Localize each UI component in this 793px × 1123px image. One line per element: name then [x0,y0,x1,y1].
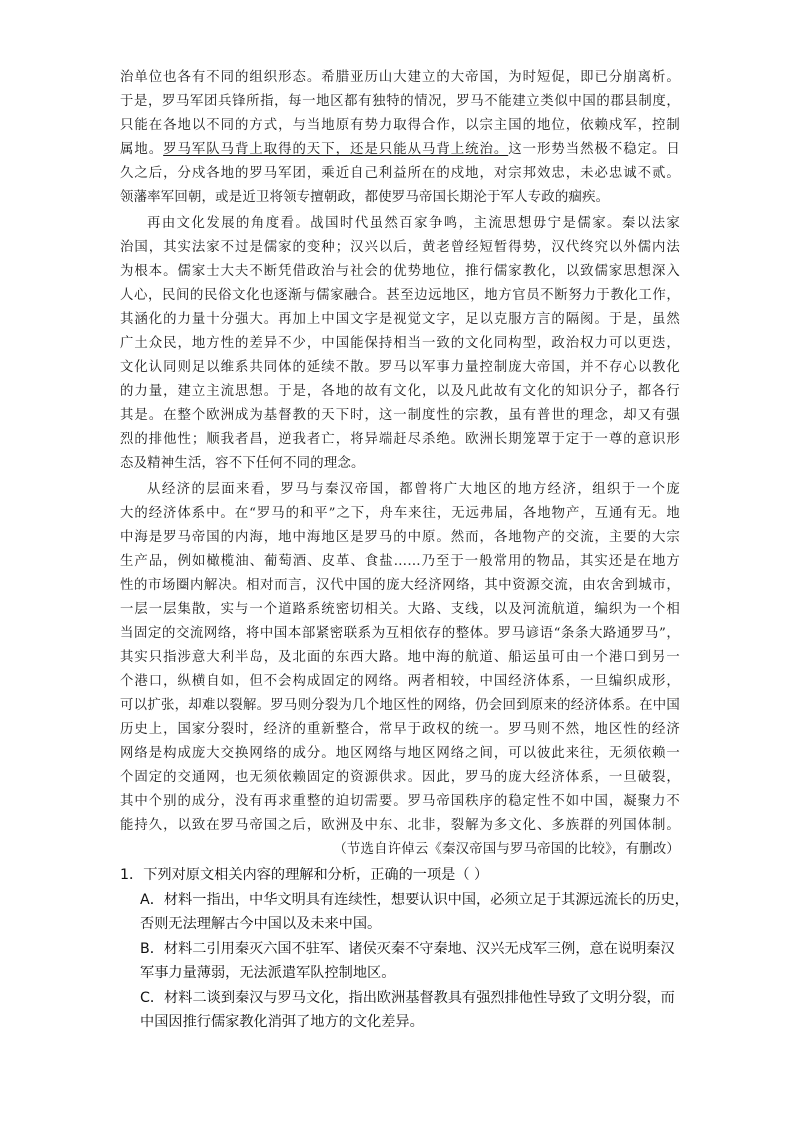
passage-line-with-underline [120,142,680,158]
passage-line: 的力量，建立主流思想。于是，各地的故有文化，以及凡此故有文化的知识分子，都各行 [120,384,680,399]
passage-line: 网络是构成庞大交换网络的成分。地区网络与地区网络之间，可以彼此来往，无须依赖一 [120,746,680,761]
passage-line: 历史上，国家分裂时，经济的重新整合，常早于政权的统一。罗马则不然，地区性的经济 [120,722,680,737]
option-b-continued: 军事力量薄弱，无法派遣军队控制地区。 [140,965,396,981]
passage-line: 其涵化的力量十分强大。再加上中国文字是视觉文字，足以克服方言的隔阂。于是，虽然 [120,312,680,327]
passage-line: 能持久，以致在罗马帝国之后，欧洲及中东、北非，裂解为多文化、多族群的列国体制。 [120,818,680,833]
passage-line: 个港口，纵横自如，但不会构成固定的网络。两者相较，中国经济体系，一旦编织成形， [120,674,680,689]
text-run: 属地。 [120,142,164,157]
passage-line: 从经济的层面来看，罗马与秦汉帝国，都曾将广大地区的地方经济，组织于一个庞 [147,482,680,497]
option-c: C．材料二谈到秦汉与罗马文化，指出欧洲基督教具有强烈排他性导致了文明分裂，而 [140,990,675,1006]
passage-line: 中海是罗马帝国的内海，地中海地区是罗马的中原。然而，各地物产的交流，主要的大宗 [120,530,680,545]
passage-line: 生产品，例如橄榄油、葡萄酒、皮革、食盐……乃至于一般常用的物品，其实还是在地方 [120,554,680,569]
passage-line: 文化认同则足以维系共同体的延续不散。罗马以军事力量控制庞大帝国，并不存心以教化 [120,360,680,375]
passage-line: 大的经济体系中。在“罗马的和平”之下，舟车来往，无远弗届，各地物产，互通有无。地 [120,506,680,521]
passage-line: 人心，民间的民俗文化也逐渐与儒家融合。甚至边远地区，地方官员不断努力于教化工作， [120,288,680,303]
passage-line: 烈的排他性；顺我者昌，逆我者亡，将异端赶尽杀绝。欧洲长期笼罩于定于一尊的意识形 [120,432,680,447]
passage-line: 其实只指涉意大利半岛，及北面的东西大路。地中海的航道、船运虽可由一个港口到另一 [120,650,680,665]
passage-line: 只能在各地以不同的方式，与当地原有势力取得合作，以宗主国的地位，依赖戍军，控制 [120,118,680,133]
source-citation: （节选自许倬云《秦汉帝国与罗马帝国的比较》，有删改） [333,842,680,857]
passage-line: 其是。在整个欧洲成为基督教的天下时，这一制度性的宗教，虽有普世的理念，却又有强 [120,408,680,423]
passage-line: 可以扩张，却难以裂解。罗马则分裂为几个地区性的网络，仍会回到原来的经济体系。在中国 [120,698,680,713]
passage-line: 治单位也各有不同的组织形态。希腊亚历山大建立的大帝国，为时短促，即已分崩离析。 [120,70,680,85]
passage-line: 态及精神生活，容不下任何不同的理念。 [120,456,365,471]
passage-line: 当固定的交流网络，将中国本部紧密联系为互相依存的整体。罗马谚语“条条大路通罗马”， [120,626,680,641]
passage-line: 性的市场圈内解决。相对而言，汉代中国的庞大经济网络，其中资源交流，由农舍到城市， [120,578,680,593]
question-stem: 1．下列对原文相关内容的理解和分析，正确的一项是（ ） [120,867,489,883]
passage-line: 其中个别的成分，没有再求重整的迫切需要。罗马帝国秩序的稳定性不如中国，凝聚力不 [120,794,680,809]
passage-line: 广土众民，地方性的差异不少，中国能保持相当一致的文化同构型，政治权力可以更迭， [120,336,680,351]
option-a: A．材料一指出，中华文明具有连续性，想要认识中国，必须立足于其源远流长的历史， [140,892,689,908]
underlined-sentence: 罗马军队马背上取得的天下，还是只能从马背上统治。 [163,142,509,157]
passage-line: 为根本。儒家士大夫不断凭借政治与社会的优势地位，推行儒家教化，以致儒家思想深入 [120,264,680,279]
passage-line: 一层一层集散，实与一个道路系统密切相关。大路、支线，以及河流航道，编织为一个相 [120,602,680,617]
passage-line: 久之后，分戍各地的罗马军团，乘近自己利益所在的戍地，对宗邦效忠，未必忠诚不贰。 [120,166,680,181]
passage-line: 治国，其实法家不过是儒家的变种；汉兴以后，黄老曾经短暂得势，汉代终究以外儒内法 [120,240,680,255]
option-a-continued: 否则无法理解古今中国以及未来中国。 [140,916,382,932]
option-c-continued: 中国因推行儒家教化消弭了地方的文化差异。 [140,1014,424,1030]
passage-line: 个固定的交通网，也无须依赖固定的资源供求。因此，罗马的庞大经济体系，一旦破裂， [120,770,680,785]
passage-line: 再由文化发展的角度看。战国时代虽然百家争鸣，主流思想毋宁是儒家。秦以法家 [147,216,680,231]
passage-line: 于是，罗马军团兵锋所指，每一地区都有独特的情况，罗马不能建立类似中国的郡县制度， [120,94,680,109]
text-run: 这一形势当然极不稳定。日 [508,142,680,157]
passage-line: 领藩率军回朝，或是近卫将领专擅朝政，都使罗马帝国长期沦于军人专政的痼疾。 [120,190,610,205]
option-b: B．材料二引用秦灭六国不驻军、诸侯灭秦不守秦地、汉兴无戍军三例，意在说明秦汉 [140,941,675,957]
